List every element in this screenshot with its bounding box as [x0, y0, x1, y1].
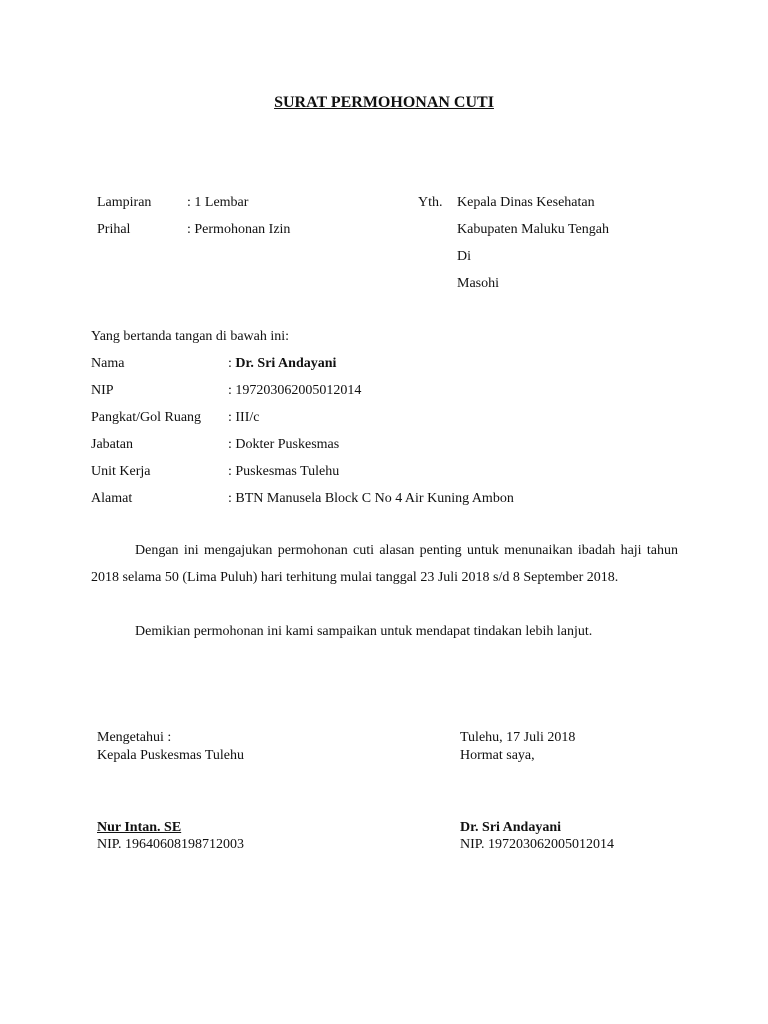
sig-left-name: Nur Intan. SE	[97, 820, 182, 835]
field-value-pangkat: : III/c	[228, 410, 260, 425]
field-label-alamat: Alamat	[91, 491, 133, 506]
intro-text: Yang bertanda tangan di bawah ini:	[91, 329, 290, 344]
field-label-unit-kerja: Unit Kerja	[91, 464, 151, 479]
body-paragraph-2: Demikian permohonan ini kami sampaikan untuk mendapat tindakan lebih lanjut.	[135, 624, 593, 639]
field-value-alamat: : BTN Manusela Block C No 4 Air Kuning Ambon	[228, 491, 514, 506]
lampiran-label: Lampiran	[97, 195, 152, 210]
yth-label: Yth.	[418, 195, 443, 210]
sig-right-name: Dr. Sri Andayani	[460, 820, 562, 835]
page-title: SURAT PERMOHONAN CUTI	[274, 94, 494, 111]
lampiran-value: : 1 Lembar	[187, 195, 249, 210]
recipient-line-4: Masohi	[457, 276, 499, 291]
sig-left-line2: Kepala Puskesmas Tulehu	[97, 748, 244, 763]
field-value-nama: : Dr. Sri Andayani	[228, 356, 337, 371]
field-value-nip: : 197203062005012014	[228, 383, 362, 398]
prihal-value: : Permohonan Izin	[187, 222, 291, 237]
field-value-jabatan: : Dokter Puskesmas	[228, 437, 340, 452]
sig-left-line1: Mengetahui :	[97, 730, 172, 745]
sig-right-nip: NIP. 197203062005012014	[460, 837, 615, 852]
sig-right-line2: Hormat saya,	[460, 748, 535, 763]
recipient-line-1: Kepala Dinas Kesehatan	[457, 195, 595, 210]
field-label-pangkat: Pangkat/Gol Ruang	[91, 410, 202, 425]
recipient-line-3: Di	[457, 249, 471, 264]
field-label-nip: NIP	[91, 383, 114, 398]
field-label-nama: Nama	[91, 356, 125, 371]
sig-right-line1: Tulehu, 17 Juli 2018	[460, 730, 576, 745]
body-paragraph-1: Dengan ini mengajukan permohonan cuti alasan penting untuk menunaikan ibadah haji tahun 2018 selama 50 (Lima Puluh) hari terhitung mulai tanggal 23 Juli 2018 s/d 8 September 2018.	[91, 543, 678, 585]
field-label-jabatan: Jabatan	[91, 437, 133, 452]
sig-left-nip: NIP. 19640608198712003	[97, 837, 245, 852]
prihal-label: Prihal	[97, 222, 131, 237]
recipient-line-2: Kabupaten Maluku Tengah	[457, 222, 609, 237]
field-value-unit-kerja: : Puskesmas Tulehu	[228, 464, 340, 479]
